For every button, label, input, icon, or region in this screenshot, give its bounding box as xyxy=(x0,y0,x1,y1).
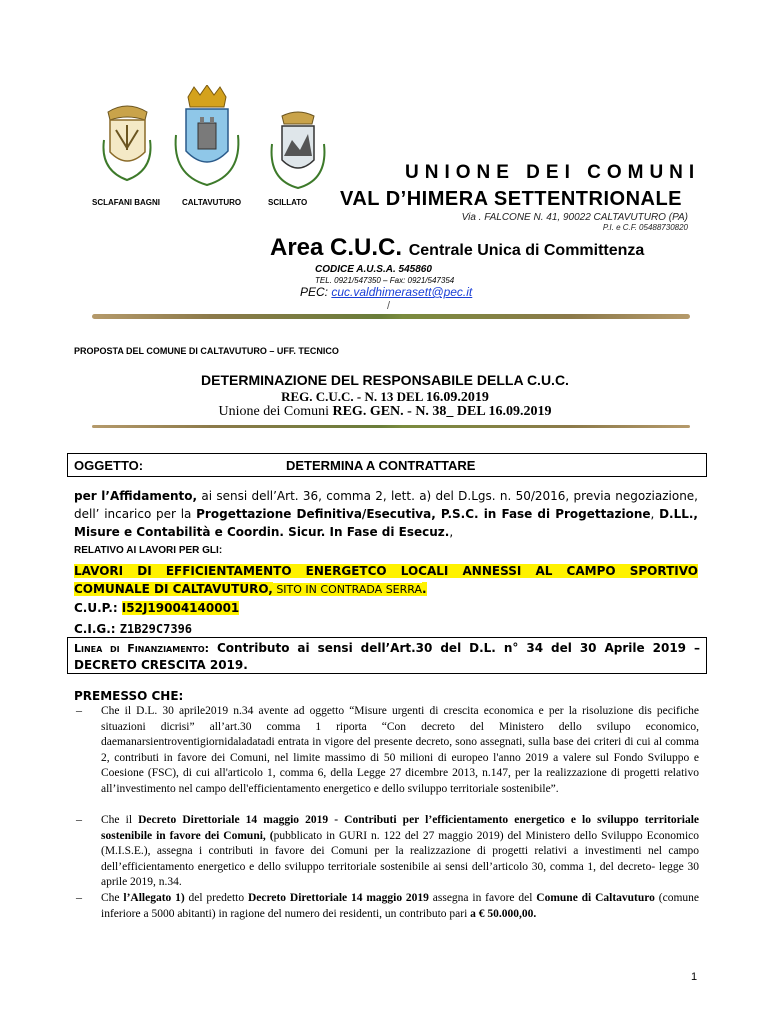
subject-box xyxy=(67,453,707,477)
org-vat: P.I. e C.F. 05488730820 xyxy=(602,223,688,232)
assignment-text-3: , xyxy=(449,525,454,539)
subject-value: DETERMINA A CONTRATTARE xyxy=(286,458,476,473)
bullet-text-1 xyxy=(101,704,699,797)
header-divider xyxy=(92,314,690,319)
funding-text: Contributo ai sensi dell’Art.30 del D.L. n° 34 del 30 Aprile 2019 – DECRETO CRESCITA 2019. xyxy=(74,641,700,672)
assignment-lead: per l’Affidamento, xyxy=(74,489,198,503)
org-address: Via . FALCONE N. 41, 90022 CALTAVUTURO (PA) xyxy=(461,212,688,223)
assignment-text-1: ai sensi dell’Art. 36, comma 2, lett. a) del D.Lgs. n. 50/2016, previa negoziazione, dell’ incarico per la xyxy=(74,489,698,521)
proposal-line: PROPOSTA DEL COMUNE DI CALTAVUTURO – UFF. TECNICO xyxy=(74,346,339,356)
cig-line xyxy=(74,620,192,638)
cup-label: C.U.P.: xyxy=(74,601,122,615)
bullet-3-text-3: (comune inferiore a 5000 abitanti) in ragione del numero dei residenti, un contributo pari xyxy=(101,892,699,920)
works-paragraph xyxy=(74,562,698,599)
relativo-heading: RELATIVO AI LAVORI PER GLI: xyxy=(74,545,223,556)
crest-label-scillato: SCILLATO xyxy=(268,198,308,207)
crest-sclafani-bagni xyxy=(100,100,155,190)
pec-line xyxy=(300,285,472,299)
works-title: LAVORI DI EFFICIENTAMENTO ENERGETCO LOCALI ANNESSI AL CAMPO SPORTIVO COMUNALE DI CALTAVUTURO, xyxy=(74,564,698,596)
bullet-3-annex: l’Allegato 1) xyxy=(123,892,185,904)
crest-label-caltavuturo: CALTAVUTURO xyxy=(182,198,242,207)
bullet-3-text-1: del predetto xyxy=(184,892,248,904)
assignment-text-2: , xyxy=(650,507,660,521)
assignment-scope-1: Progettazione Definitiva/Esecutiva, P.S.C. in Fase di Progettazione xyxy=(196,507,651,521)
funding-box xyxy=(67,637,707,674)
org-title-line2: VAL D’HIMERA SETTENTRIONALE xyxy=(340,188,683,210)
reg-gen-prefix: Unione dei Comuni xyxy=(218,404,333,419)
bullet-3-decree: Decreto Direttoriale 14 maggio 2019 xyxy=(247,892,429,904)
sclafani-bagni-crest-icon xyxy=(100,100,155,190)
bullet-dash-2: – xyxy=(76,812,82,826)
funding-label: Linea di Finanziamento: xyxy=(74,642,210,655)
bullet-text-2 xyxy=(101,813,699,891)
org-title-line1: UNIONE DEI COMUNI xyxy=(405,162,701,183)
reg-gen xyxy=(0,404,770,420)
subject-label: OGGETTO: xyxy=(74,458,144,473)
org-phone: TEL. 0921/547350 – Fax: 0921/547354 xyxy=(315,276,455,285)
area-title-sub: Centrale Unica di Committenza xyxy=(408,242,645,259)
pec-slash: / xyxy=(387,300,391,312)
bullet-text-3 xyxy=(101,891,699,922)
bullet-3-amount: a € 50.000,00. xyxy=(470,907,537,920)
works-location: SITO IN CONTRADA SERRA xyxy=(272,583,422,596)
bullet-3-text-2: assegna in favore del xyxy=(428,892,537,904)
area-title-main: Area C.U.C. xyxy=(270,234,403,261)
premesso-heading: PREMESSO CHE: xyxy=(74,689,184,703)
caltavuturo-crest-icon xyxy=(170,85,245,190)
crest-caltavuturo xyxy=(170,85,245,190)
reg-cuc-number: REG. C.U.C. - N. 13 DEL xyxy=(281,389,426,404)
bullet-dash-3: – xyxy=(76,890,82,904)
bullet-1-text: Che il D.L. 30 aprile2019 n.34 avente ad oggetto “Misure urgenti di crescita economica e per la risoluzione dis pecifiche situazioni dicrisi” all’art.30 comma 1 riporta “Con decreto del Ministero dello svilupo economico, daemanarsientroventigiornidaladatadi entrata in vigore del presente decreto, sono assegnati, sulla base dei criteri di cui al comma 2, contributi in favore dei Comuni, nel limite massimo di 50 milioni di europeo l'anno 2019 a valere sul Fondo Sviluppo e Coesione (FSC), di cui all'articolo 1, comma 6, della Legge 27 dicembre 2013, n.147, per la realizzazione di progetti relativo all’investimento nel campo dell'efficientamento energetico e dello sviluppo territoriale sostenibile”. xyxy=(101,705,699,795)
page-number: 1 xyxy=(691,971,698,983)
assignment-paragraph xyxy=(74,487,698,541)
reg-cuc-date: 16.09.2019 xyxy=(425,390,489,405)
cup-value: I52J19004140001 xyxy=(121,601,240,615)
determination-title: DETERMINAZIONE DEL RESPONSABILE DELLA C.U.C. xyxy=(201,372,569,388)
bullet-2-text: pubblicato in GURI n. 122 del 27 maggio 2019) del Ministero dello Sviluppo Economico (M.I.S.E.), assegna i contributi in favore dei Comuni per la realizzazione di progetti relativi a investimenti nel campo dell’efficientamento energetico e dello sviluppo territoriale sostenibile ai sensi dell’articolo 30, comma 1, del decreto- legge 30 aprile 2019, n.34. xyxy=(101,829,699,888)
pec-email-link[interactable]: cuc.valdhimerasett@pec.it xyxy=(331,285,473,299)
determination-divider xyxy=(92,425,690,428)
scillato-crest-icon xyxy=(268,110,328,195)
bullet-2-decree: Decreto Direttoriale 14 maggio 2019 - Contributi per l’efficientamento energetico e lo sviluppo territoriale sostenibile in favore dei Comuni, ( xyxy=(101,814,699,842)
ausa-code: CODICE A.U.S.A. 545860 xyxy=(315,264,432,275)
assignment-scope-2: D.LL., Misure e Contabilità e Coordin. Sicur. In Fase di Esecuz. xyxy=(74,507,698,539)
bullet-3-lead: Che xyxy=(101,892,124,904)
cig-label: C.I.G.: xyxy=(74,622,120,636)
cig-value: Z1B29C7396 xyxy=(119,622,193,636)
crest-label-sclafani: SCLAFANI BAGNI xyxy=(92,198,160,207)
bullet-3-comune: Comune di Caltavuturo xyxy=(536,892,655,904)
crest-scillato xyxy=(268,110,328,195)
works-end: . xyxy=(422,582,427,596)
pec-label: PEC: xyxy=(300,285,329,299)
reg-gen-number: REG. GEN. - N. 38_ DEL 16.09.2019 xyxy=(332,404,552,419)
bullet-dash-1: – xyxy=(76,703,82,717)
funding-content xyxy=(74,640,700,674)
cup-line xyxy=(74,599,239,617)
area-title xyxy=(270,234,644,262)
bullet-2-lead: Che il xyxy=(101,814,139,826)
